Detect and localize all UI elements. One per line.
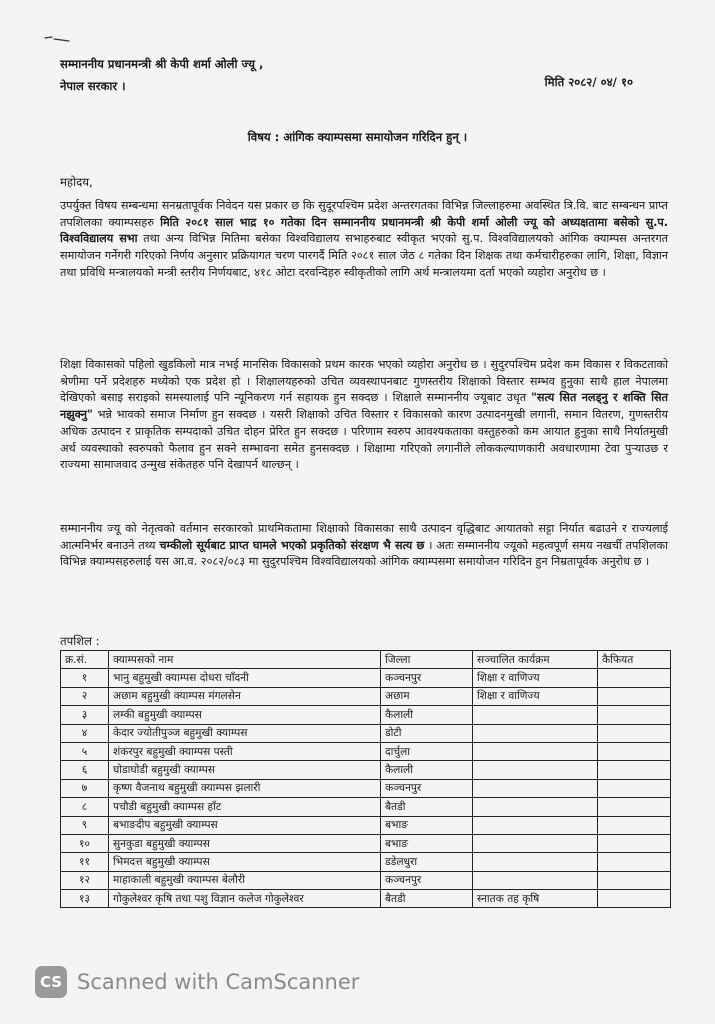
camscanner-watermark	[35, 962, 359, 1002]
table-row	[61, 853, 671, 871]
paragraph-1	[60, 198, 668, 282]
paragraph-3-text-a: सम्माननीय ज्यू को नेतृत्वको वर्तमान सरकारको प्राथमिकतामा शिक्षाको विकासका साथै उत्पादन वृद्धिबाट आयातको सट्टा निर्यात बढाउने र राज्यलाई आत्मनिर्भर बनाउने तथ्य	[60, 522, 668, 552]
cell-serial: ३	[61, 706, 109, 724]
cell-district: बैतडी	[381, 890, 473, 908]
cell-remarks	[598, 834, 671, 852]
header-campus-name: क्याम्पसको नाम	[109, 651, 381, 669]
paragraph-2	[60, 357, 668, 474]
cell-remarks	[598, 798, 671, 816]
cell-serial: १	[61, 669, 109, 687]
table-row	[61, 834, 671, 852]
cell-campus-name: भिमदत्त बहुमुखी क्याम्पस	[109, 853, 381, 871]
paragraph-3-bold-text: चम्कीलो सूर्यबाट प्राप्त घामले भएको प्रकृतिको संरक्षण भै सत्य छ	[159, 538, 425, 552]
cell-district: दार्चुला	[381, 742, 473, 760]
cell-campus-name: शंकरपुर बहुमुखी क्याम्पस पस्ती	[109, 742, 381, 760]
recipient-line-2: नेपाल सरकार ।	[60, 79, 126, 93]
table-row	[61, 742, 671, 760]
cell-program	[473, 761, 598, 779]
cell-remarks	[598, 669, 671, 687]
cell-campus-name: अछाम बहुमुखी क्याम्पस मंगलसेन	[109, 687, 381, 705]
cell-district: कैलाली	[381, 706, 473, 724]
paragraph-3-text-c: । अतः सम्माननीय ज्यूको महत्वपूर्ण समय नखर्ची तपशिलका विभिन्न क्याम्पसहरुलाई यस आ.व. २०८२/०८३ मा सुदुरपश्चिम विश्वविद्यालयको आंगिक क्याम्पसमा समायोजन गरिदिन हुन निम्रतापूर्वक अनुरोध छ ।	[60, 538, 668, 569]
cell-district: डडेलधुरा	[381, 853, 473, 871]
paragraph-2-quote: "सत्य सित नलड्नु र शक्ति सित नझुक्नु"	[60, 391, 668, 422]
cell-remarks	[598, 706, 671, 724]
cell-serial: ९	[61, 816, 109, 834]
cell-campus-name: कृष्ण वैजनाथ बहुमुखी क्याम्पस झलारी	[109, 779, 381, 797]
cell-program	[473, 724, 598, 742]
cell-serial: २	[61, 687, 109, 705]
cell-serial: ८	[61, 798, 109, 816]
recipient-address	[60, 53, 263, 97]
table-row	[61, 779, 671, 797]
paragraph-2-text-a: शिक्षा विकासको पहिलो खुडकिलो मात्र नभई मानसिक विकासको प्रथम कारक भएको व्यहोरा अनुरोध छ । सुदुरपश्चिम प्रदेश कम विकास र विकटताको श्रेणीमा पर्ने प्रदेशहरु मध्येको एक प्रदेश हो । शिक्षालयहरुको उचित व्यवस्थापनबाट गुणस्तरीय शिक्षाको विस्तार सम्भव हुनुका साथै हाल नेपालमा देखिएको बसाइ सराइको समस्यालाई पनि न्यूनिकरण गर्न सहायक हुन सक्दछ । शिक्षाले सम्माननीय ज्यूबाट उधृत	[60, 358, 668, 405]
table-label: तपशिल :	[60, 634, 100, 648]
paragraph-3	[60, 521, 668, 571]
camscanner-text: Scanned with CamScanner	[77, 970, 360, 994]
cell-remarks	[598, 687, 671, 705]
camscanner-logo-icon: CS	[35, 966, 67, 998]
cell-program	[473, 779, 598, 797]
cell-remarks	[598, 816, 671, 834]
cell-remarks	[598, 853, 671, 871]
cell-program	[473, 742, 598, 760]
cell-district: डोटी	[381, 724, 473, 742]
table-row	[61, 706, 671, 724]
table-row	[61, 761, 671, 779]
header-program: सञ्चालित कार्यक्रम	[473, 651, 598, 669]
cell-serial: ६	[61, 761, 109, 779]
cell-campus-name: पचौडी बहुमुखी क्याम्पस हाँट	[109, 798, 381, 816]
table-row	[61, 687, 671, 705]
paragraph-1-bold-text: मिति २०८१ साल भाद्र १० गतेका दिन सम्माननीय प्रधानमन्त्री श्री केपी शर्मा ओली ज्यू को अध्यक्षतामा बसेको सु.प. विश्वविद्यालय सभा	[60, 215, 668, 246]
campus-table	[60, 650, 671, 908]
cell-remarks	[598, 871, 671, 889]
cell-district: बैतडी	[381, 798, 473, 816]
cell-district: कैलाली	[381, 761, 473, 779]
cell-serial: ११	[61, 853, 109, 871]
table-row	[61, 724, 671, 742]
cell-remarks	[598, 779, 671, 797]
salutation: महोदय,	[60, 175, 93, 189]
table-row	[61, 816, 671, 834]
cell-campus-name: सुनकुडा बहुमुखी क्याम्पस	[109, 834, 381, 852]
table-header-row	[61, 651, 671, 669]
recipient-line-1: सम्माननीय प्रधानमन्त्री श्री केपी शर्मा ओली ज्यू ,	[60, 57, 264, 71]
cell-campus-name: गोकुलेश्वर कृषि तथा पशु विज्ञान कलेज गोकुलेश्वर	[109, 890, 381, 908]
cell-remarks	[598, 742, 671, 760]
cell-serial: ५	[61, 742, 109, 760]
table-body	[61, 669, 671, 908]
cell-campus-name: केदार ज्योतीपुञ्ज बहुमुखी क्याम्पस	[109, 724, 381, 742]
cell-district: बभाङ	[381, 834, 473, 852]
cell-campus-name: भानु बहुमुखी क्याम्पस दोधरा चाँदनी	[109, 669, 381, 687]
table-row	[61, 669, 671, 687]
header-serial: क्र.सं.	[61, 651, 109, 669]
pen-mark	[44, 36, 70, 42]
cell-campus-name: लम्की बहुमुखी क्याम्पस	[109, 706, 381, 724]
cell-district: बभाङ	[381, 816, 473, 834]
cell-serial: ७	[61, 779, 109, 797]
cell-program	[473, 834, 598, 852]
cell-program	[473, 798, 598, 816]
cell-campus-name: माहाकाली बहुमुखी क्याम्पस बेलौरी	[109, 871, 381, 889]
table-row	[61, 798, 671, 816]
cell-district: अछाम	[381, 687, 473, 705]
cell-program	[473, 816, 598, 834]
cell-remarks	[598, 724, 671, 742]
cell-district: कञ्चनपुर	[381, 779, 473, 797]
cell-serial: १२	[61, 871, 109, 889]
paragraph-1-text-c: तथा अन्य विभिन्न मितिमा बसेका विश्वविद्यालय सभाहरुबाट स्वीकृत भएको सु.प. विश्वविद्यालयको आंगिक क्याम्पस अन्तरगत समायोजन गर्नेगरी गरिएको निर्णय अनुसार प्रक्रियागत चरण पारगर्दै मिति २०८१ साल जेठ ८ गतेका दिन शिक्षक तथा कर्मचारीहरुका लागि, शिक्षा, विज्ञान तथा प्रविधि मन्त्रालयको मन्त्री स्तरीय निर्णयबाट, ४१८ ओटा दरवन्दिहरु स्वीकृतीको लागि अर्थ मन्त्रालयमा दर्ता भएको व्यहोरा अनुरोध छ ।	[60, 232, 669, 279]
cell-serial: ४	[61, 724, 109, 742]
header-remarks: कैफियत	[598, 651, 671, 669]
cell-campus-name: घोडाघोडी बहुमुखी क्याम्पस	[109, 761, 381, 779]
cell-program: शिक्षा र वाणिज्य	[473, 669, 598, 687]
letter-subject: विषय : आंगिक क्याम्पसमा समायोजन गरिदिन हुन् ।	[247, 130, 468, 144]
cell-program: स्नातक तह कृषि	[473, 890, 598, 908]
cell-program: शिक्षा र वाणिज्य	[473, 687, 598, 705]
cell-program	[473, 853, 598, 871]
cell-remarks	[598, 761, 671, 779]
cell-program	[473, 706, 598, 724]
cell-district: कञ्चनपुर	[381, 669, 473, 687]
paragraph-1-text-a: उपर्युक्त विषय सम्बन्धमा सनम्रतापूर्वक निवेदन यस प्रकार छ कि सुदूरपश्चिम प्रदेश अन्तरगतका विभिन्न जिल्लाहरुमा अवस्थित त्रि.वि. बाट सम्बन्धन प्राप्त तपशिलका क्याम्पसहरु	[60, 199, 668, 229]
cell-serial: १३	[61, 890, 109, 908]
paragraph-2-text-c: भन्ने भावको समाज निर्माण हुन सक्दछ । यसरी शिक्षाको उचित विस्तार र विकासको कारण उत्पादनमुखी लगानी, समान वितरण, गुणस्तरीय अधिक उत्पादन र प्राकृतिक सम्पदाको उचित दोहन प्रेरित हुन सक्दछ । परिणाम स्वरुप आवश्यकताका वस्तुहरुको कम आयात हुनुका साथै निर्यातमुखी अर्थ व्यवस्थाको स्वरुपको फैलाव हुन सक्ने सम्भावना समेत हुनसक्दछ । शिक्षामा गरिएको लगानीले लोककल्याणकारी अवधारणामा टेवा पुर्‍याउछ र राज्यमा सामाजवाद उन्मुख संकेतहरु पनि देखापर्न थाल्छन् ।	[60, 408, 668, 472]
cell-program	[473, 871, 598, 889]
table-row	[61, 871, 671, 889]
cell-district: कञ्चनपुर	[381, 871, 473, 889]
cell-remarks	[598, 890, 671, 908]
header-district: जिल्ला	[381, 651, 473, 669]
cell-campus-name: बभाङदीप बहुमुखी क्याम्पस	[109, 816, 381, 834]
cell-serial: १०	[61, 834, 109, 852]
letter-date: मिति २०८२/ ०४/ १०	[544, 75, 633, 89]
table-row	[61, 890, 671, 908]
